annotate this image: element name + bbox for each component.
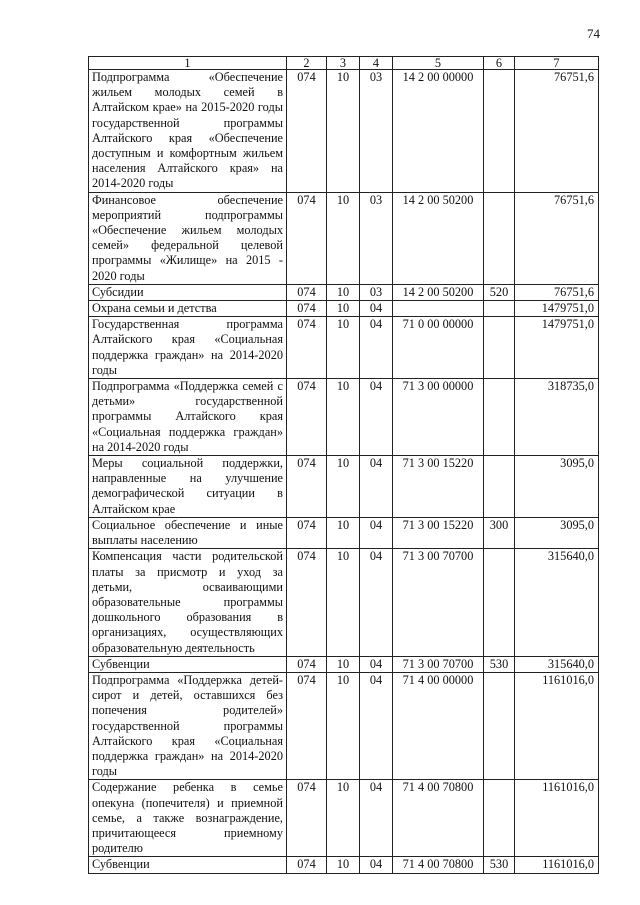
section-code-cell: 10 [327, 456, 360, 518]
page-number: 74 [587, 26, 600, 41]
expense-type-cell [484, 70, 515, 193]
target-article-cell: 71 3 00 00000 [393, 379, 484, 456]
table-row [89, 284, 599, 300]
table-row [89, 780, 599, 857]
target-article-cell: 14 2 00 50200 [393, 284, 484, 300]
subsection-code-cell: 04 [360, 656, 393, 672]
target-article-cell: 71 3 00 70700 [393, 656, 484, 672]
header-cell: 5 [393, 57, 484, 70]
table-row [89, 70, 599, 193]
subsection-code-cell: 04 [360, 379, 393, 456]
expense-type-cell [484, 672, 515, 779]
section-code-cell: 10 [327, 857, 360, 873]
budget-table [88, 56, 599, 874]
section-code-cell: 10 [327, 780, 360, 857]
subsection-code-cell: 04 [360, 549, 393, 656]
target-article-cell [393, 301, 484, 317]
expense-type-cell: 300 [484, 517, 515, 548]
section-code-cell: 10 [327, 379, 360, 456]
amount-cell: 76751,6 [515, 70, 599, 193]
table-row [89, 456, 599, 518]
row-name-cell: Субвенции [89, 656, 287, 672]
amount-cell: 1161016,0 [515, 857, 599, 873]
section-code-cell: 10 [327, 192, 360, 284]
expense-type-cell: 530 [484, 857, 515, 873]
amount-cell: 1479751,0 [515, 301, 599, 317]
row-name-cell: Субсидии [89, 284, 287, 300]
expense-type-cell: 520 [484, 284, 515, 300]
subsection-code-cell: 04 [360, 672, 393, 779]
subsection-code-cell: 04 [360, 456, 393, 518]
ministry-code-cell: 074 [287, 301, 327, 317]
amount-cell: 315640,0 [515, 656, 599, 672]
subsection-code-cell: 03 [360, 70, 393, 193]
table-row [89, 192, 599, 284]
target-article-cell: 71 3 00 15220 [393, 517, 484, 548]
section-code-cell: 10 [327, 70, 360, 193]
expense-type-cell [484, 192, 515, 284]
ministry-code-cell: 074 [287, 672, 327, 779]
table-row [89, 317, 599, 379]
table-row [89, 379, 599, 456]
expense-type-cell [484, 379, 515, 456]
expense-type-cell [484, 549, 515, 656]
target-article-cell: 71 4 00 70800 [393, 857, 484, 873]
expense-type-cell [484, 780, 515, 857]
amount-cell: 1161016,0 [515, 780, 599, 857]
ministry-code-cell: 074 [287, 656, 327, 672]
ministry-code-cell: 074 [287, 317, 327, 379]
subsection-code-cell: 04 [360, 780, 393, 857]
amount-cell: 76751,6 [515, 192, 599, 284]
target-article-cell: 71 0 00 00000 [393, 317, 484, 379]
section-code-cell: 10 [327, 656, 360, 672]
header-cell: 7 [515, 57, 599, 70]
amount-cell: 1479751,0 [515, 317, 599, 379]
ministry-code-cell: 074 [287, 780, 327, 857]
table-header-row [89, 57, 599, 70]
row-name-cell: Социальное обеспечение и иные выплаты населению [89, 517, 287, 548]
target-article-cell: 14 2 00 50200 [393, 192, 484, 284]
expense-type-cell [484, 456, 515, 518]
header-cell: 6 [484, 57, 515, 70]
row-name-cell: Подпрограмма «Обеспечение жильем молодых семей в Алтайском крае» на 2015-2020 годы государственной программы Алтайского края «Обеспечение доступным и комфортным жильем населения Алтайского края» на 2014-2020 годы [89, 70, 287, 193]
target-article-cell: 71 3 00 70700 [393, 549, 484, 656]
ministry-code-cell: 074 [287, 549, 327, 656]
ministry-code-cell: 074 [287, 284, 327, 300]
table-row [89, 301, 599, 317]
target-article-cell: 71 4 00 70800 [393, 780, 484, 857]
subsection-code-cell: 03 [360, 284, 393, 300]
subsection-code-cell: 03 [360, 192, 393, 284]
table-row [89, 672, 599, 779]
row-name-cell: Подпрограмма «Поддержка семей с детьми» государственной программы Алтайского края «Социальная поддержка граждан» на 2014-2020 годы [89, 379, 287, 456]
table-row [89, 857, 599, 873]
row-name-cell: Охрана семьи и детства [89, 301, 287, 317]
amount-cell: 1161016,0 [515, 672, 599, 779]
ministry-code-cell: 074 [287, 456, 327, 518]
row-name-cell: Субвенции [89, 857, 287, 873]
table-row [89, 656, 599, 672]
header-cell: 1 [89, 57, 287, 70]
amount-cell: 3095,0 [515, 456, 599, 518]
amount-cell: 315640,0 [515, 549, 599, 656]
row-name-cell: Компенсация части родительской платы за присмотр и уход за детьми, осваивающими образовательные программы дошкольного образования в организациях, осуществляющих образовательную деятельность [89, 549, 287, 656]
row-name-cell: Государственная программа Алтайского края «Социальная поддержка граждан» на 2014-2020 годы [89, 317, 287, 379]
subsection-code-cell: 04 [360, 301, 393, 317]
ministry-code-cell: 074 [287, 517, 327, 548]
amount-cell: 76751,6 [515, 284, 599, 300]
ministry-code-cell: 074 [287, 192, 327, 284]
table-row [89, 549, 599, 656]
target-article-cell: 71 3 00 15220 [393, 456, 484, 518]
subsection-code-cell: 04 [360, 317, 393, 379]
row-name-cell: Меры социальной поддержки, направленные на улучшение демографической ситуации в Алтайском крае [89, 456, 287, 518]
section-code-cell: 10 [327, 301, 360, 317]
ministry-code-cell: 074 [287, 379, 327, 456]
row-name-cell: Содержание ребенка в семье опекуна (попечителя) и приемной семье, а также вознаграждение, причитающееся приемному родителю [89, 780, 287, 857]
section-code-cell: 10 [327, 284, 360, 300]
section-code-cell: 10 [327, 549, 360, 656]
target-article-cell: 71 4 00 00000 [393, 672, 484, 779]
section-code-cell: 10 [327, 672, 360, 779]
expense-type-cell [484, 301, 515, 317]
expense-type-cell [484, 317, 515, 379]
section-code-cell: 10 [327, 517, 360, 548]
target-article-cell: 14 2 00 00000 [393, 70, 484, 193]
subsection-code-cell: 04 [360, 517, 393, 548]
expense-type-cell: 530 [484, 656, 515, 672]
section-code-cell: 10 [327, 317, 360, 379]
table-row [89, 517, 599, 548]
header-cell: 4 [360, 57, 393, 70]
ministry-code-cell: 074 [287, 857, 327, 873]
header-cell: 3 [327, 57, 360, 70]
row-name-cell: Подпрограмма «Поддержка детей-сирот и детей, оставшихся без попечения родителей» государственной программы Алтайского края «Социальная поддержка граждан» на 2014-2020 годы [89, 672, 287, 779]
ministry-code-cell: 074 [287, 70, 327, 193]
row-name-cell: Финансовое обеспечение мероприятий подпрограммы «Обеспечение жильем молодых семей» федеральной целевой программы «Жилище» на 2015 - 2020 годы [89, 192, 287, 284]
subsection-code-cell: 04 [360, 857, 393, 873]
amount-cell: 318735,0 [515, 379, 599, 456]
header-cell: 2 [287, 57, 327, 70]
amount-cell: 3095,0 [515, 517, 599, 548]
